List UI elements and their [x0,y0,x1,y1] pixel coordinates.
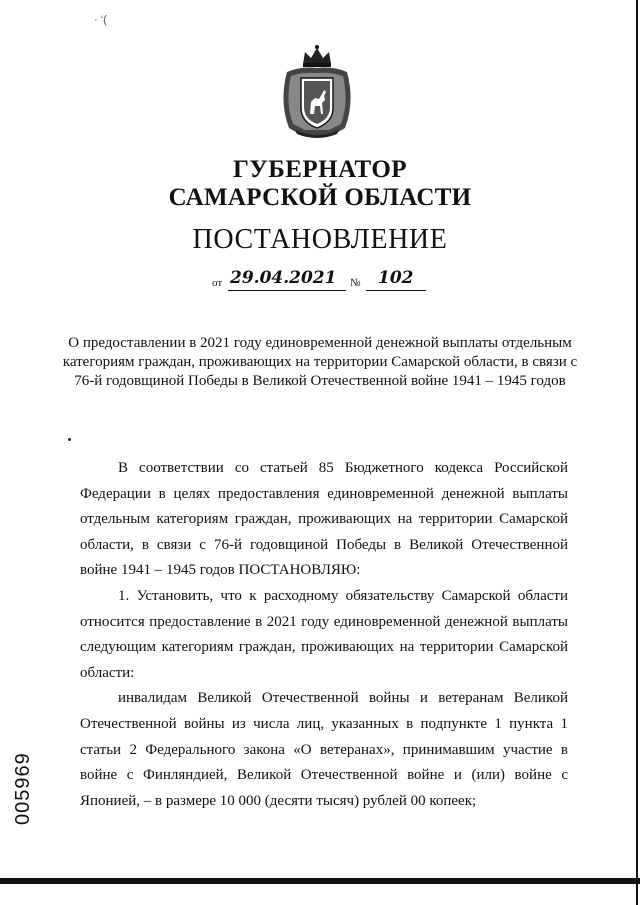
date-number-line [212,270,432,292]
body-paragraph: 1. Установить, что к расходному обязательству Самарской области относится предоставление в 2021 году единовременной денежной выплаты следующим категориям граждан, проживающих на территории Самарской области: [80,587,568,681]
body-paragraph: В соответствии со статьей 85 Бюджетного кодекса Российской Федерации в целях предоставления единовременной денежной выплаты отдельным категориям граждан, проживающих на территории Самарской области, в связи с 76-й годовщиной Победы в Великой Отечественной войне 1941 – 1945 годов ПОСТАНОВЛЯЮ: [80,460,568,579]
scan-edge-right [636,0,638,905]
document-type: ПОСТАНОВЛЕНИЕ [192,224,448,255]
scan-edge-bottom [0,878,640,884]
margin-serial-number: 005969 [12,752,34,825]
number-prefix: № [350,277,361,289]
date-underline [228,290,346,291]
body-paragraph: инвалидам Великой Отечественной войны и ветеранам Великой Отечественной войны из числа лиц, указанных в подпункте 1 пункта 1 статьи 2 Федерального закона «О ветеранах», принимавшим участие в войне с Финляндией, Великой Отечественной войне и (или) войне с Японией, – в размере 10 000 (десяти тысяч) рублей 00 копеек; [80,690,568,809]
date-handwritten: 29.04.2021 [230,268,337,288]
issuer-title-line1: ГУБЕРНАТОР [232,156,408,183]
coat-of-arms-emblem [273,42,361,140]
number-handwritten: 102 [378,268,414,288]
scan-speck [68,438,71,441]
issuer-title-line2: САМАРСКОЙ ОБЛАСТИ [168,184,472,211]
date-prefix: от [212,277,223,289]
corner-scan-mark: · ‘( [94,14,107,26]
document-subject: О предоставлении в 2021 году единовременной денежной выплаты отдельным категориям граждан, проживающих на территории Самарской области, в связи с 76-й годовщиной Победы в Великой Отечественной войне 1941 – 1945 годов [62,335,578,389]
number-underline [366,290,426,291]
document-body [80,456,568,814]
